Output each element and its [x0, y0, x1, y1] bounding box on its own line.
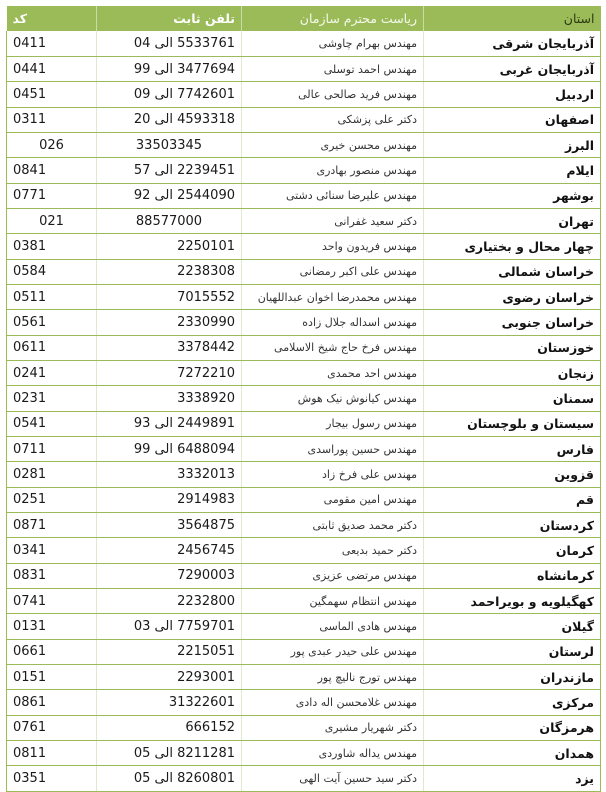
- cell-phone: 2239451 الی 57: [97, 158, 242, 183]
- cell-phone: 2330990: [97, 310, 242, 335]
- cell-head: مهندس فرید صالحی عالی: [242, 82, 424, 107]
- cell-province: قم: [424, 487, 601, 512]
- cell-head: مهندس علیرضا سنائی دشتی: [242, 183, 424, 208]
- cell-phone: 31322601: [97, 690, 242, 715]
- cell-code: 026: [7, 132, 97, 157]
- cell-province: اصفهان: [424, 107, 601, 132]
- table-header: [7, 6, 601, 31]
- cell-phone: 3378442: [97, 335, 242, 360]
- cell-head: دکتر محمد صدیق ثابتی: [242, 513, 424, 538]
- cell-province: ایلام: [424, 158, 601, 183]
- cell-head: مهندس هادی الماسی: [242, 614, 424, 639]
- cell-province: سیستان و بلوچستان: [424, 411, 601, 436]
- table-row: [7, 234, 601, 259]
- table-row: [7, 766, 601, 791]
- cell-province: مازندران: [424, 665, 601, 690]
- cell-head: دکتر سعید غفرانی: [242, 208, 424, 233]
- cell-code: 0281: [7, 462, 97, 487]
- cell-province: خراسان جنوبی: [424, 310, 601, 335]
- cell-code: 0831: [7, 563, 97, 588]
- cell-phone: 2449891 الی 93: [97, 411, 242, 436]
- cell-phone: 7742601 الی 09: [97, 82, 242, 107]
- cell-phone: 2544090 الی 92: [97, 183, 242, 208]
- header-phone: تلفن ثابت: [97, 6, 242, 31]
- cell-phone: 3564875: [97, 513, 242, 538]
- cell-code: 0861: [7, 690, 97, 715]
- cell-head: مهندس امین مقومی: [242, 487, 424, 512]
- table-row: [7, 741, 601, 766]
- cell-province: گیلان: [424, 614, 601, 639]
- cell-province: کهگیلویه و بویراحمد: [424, 589, 601, 614]
- cell-code: 0451: [7, 82, 97, 107]
- cell-code: 0661: [7, 639, 97, 664]
- cell-code: 0441: [7, 56, 97, 81]
- cell-province: کردستان: [424, 513, 601, 538]
- table-row: [7, 639, 601, 664]
- cell-province: اردبیل: [424, 82, 601, 107]
- table-row: [7, 158, 601, 183]
- cell-code: 0741: [7, 589, 97, 614]
- provinces-table: [6, 6, 601, 792]
- cell-head: مهندس علی اکبر رمضانی: [242, 259, 424, 284]
- table-row: [7, 132, 601, 157]
- cell-province: یزد: [424, 766, 601, 791]
- table-row: [7, 31, 601, 56]
- cell-phone: 2232800: [97, 589, 242, 614]
- cell-phone: 7290003: [97, 563, 242, 588]
- cell-province: خراسان رضوی: [424, 284, 601, 309]
- table-row: [7, 411, 601, 436]
- cell-province: فارس: [424, 437, 601, 462]
- header-province: استان: [563, 11, 595, 26]
- table-row: [7, 259, 601, 284]
- cell-head: دکتر سید حسین آیت الهی: [242, 766, 424, 791]
- cell-head: مهندس بهرام چاوشی: [242, 31, 424, 56]
- table-row: [7, 284, 601, 309]
- cell-code: 0771: [7, 183, 97, 208]
- cell-province: همدان: [424, 741, 601, 766]
- cell-code: 0761: [7, 715, 97, 740]
- table-row: [7, 360, 601, 385]
- cell-province: آذربایجان غربی: [424, 56, 601, 81]
- cell-province: خوزستان: [424, 335, 601, 360]
- table-row: [7, 665, 601, 690]
- cell-code: 0584: [7, 259, 97, 284]
- cell-code: 0351: [7, 766, 97, 791]
- table-body: [7, 31, 601, 791]
- table-row: [7, 462, 601, 487]
- table-row: [7, 715, 601, 740]
- cell-phone: 8211281 الی 05: [97, 741, 242, 766]
- cell-head: دکتر علی پزشکی: [242, 107, 424, 132]
- header-row: [7, 6, 601, 31]
- table-row: [7, 563, 601, 588]
- cell-head: مهندس یداله شاوردی: [242, 741, 424, 766]
- cell-head: مهندس انتظام سهمگین: [242, 589, 424, 614]
- cell-code: 0411: [7, 31, 97, 56]
- cell-province: بوشهر: [424, 183, 601, 208]
- table-row: [7, 310, 601, 335]
- cell-code: 0611: [7, 335, 97, 360]
- cell-phone: 7015552: [97, 284, 242, 309]
- cell-phone: 8260801 الی 05: [97, 766, 242, 791]
- header-code: کد: [7, 6, 97, 31]
- cell-phone: 88577000: [97, 208, 242, 233]
- header-head: ریاست محترم سازمان: [242, 6, 424, 31]
- cell-head: مهندس منصور بهادری: [242, 158, 424, 183]
- cell-province: کرمان: [424, 538, 601, 563]
- cell-code: 0841: [7, 158, 97, 183]
- cell-head: مهندس احد محمدی: [242, 360, 424, 385]
- cell-province: قزوین: [424, 462, 601, 487]
- table-row: [7, 56, 601, 81]
- cell-head: دکتر شهریار مشیری: [242, 715, 424, 740]
- cell-phone: 3477694 الی 99: [97, 56, 242, 81]
- cell-phone: 3332013: [97, 462, 242, 487]
- cell-phone: 2914983: [97, 487, 242, 512]
- cell-phone: 5533761 الی 04: [97, 31, 242, 56]
- cell-phone: 2238308: [97, 259, 242, 284]
- cell-head: مهندس مرتضی عزیزی: [242, 563, 424, 588]
- table-row: [7, 437, 601, 462]
- cell-province: تهران: [424, 208, 601, 233]
- cell-code: 0131: [7, 614, 97, 639]
- cell-head: دکتر حمید بدیعی: [242, 538, 424, 563]
- cell-code: 0231: [7, 386, 97, 411]
- cell-province: چهار محال و بختیاری: [424, 234, 601, 259]
- cell-head: مهندس تورج نالیچ پور: [242, 665, 424, 690]
- cell-code: 0251: [7, 487, 97, 512]
- table-row: [7, 513, 601, 538]
- cell-province: خراسان شمالی: [424, 259, 601, 284]
- cell-province: مرکزی: [424, 690, 601, 715]
- cell-head: مهندس فرخ حاج شیخ الاسلامی: [242, 335, 424, 360]
- cell-code: 0871: [7, 513, 97, 538]
- cell-head: مهندس علی حیدر عبدی پور: [242, 639, 424, 664]
- table-row: [7, 183, 601, 208]
- cell-head: مهندس محسن خیری: [242, 132, 424, 157]
- cell-head: مهندس کیانوش نیک هوش: [242, 386, 424, 411]
- table-row: [7, 614, 601, 639]
- table-row: [7, 82, 601, 107]
- table-row: [7, 335, 601, 360]
- cell-code: 021: [7, 208, 97, 233]
- cell-phone: 2456745: [97, 538, 242, 563]
- cell-head: مهندس رسول بیجار: [242, 411, 424, 436]
- cell-code: 0381: [7, 234, 97, 259]
- cell-phone: 2215051: [97, 639, 242, 664]
- cell-head: مهندس احمد توسلی: [242, 56, 424, 81]
- cell-province: آذربایجان شرقی: [424, 31, 601, 56]
- cell-code: 0811: [7, 741, 97, 766]
- cell-code: 0311: [7, 107, 97, 132]
- cell-phone: 4593318 الی 20: [97, 107, 242, 132]
- cell-head: مهندس حسین پوراسدی: [242, 437, 424, 462]
- table-row: [7, 589, 601, 614]
- cell-code: 0511: [7, 284, 97, 309]
- cell-code: 0561: [7, 310, 97, 335]
- cell-head: مهندس محمدرضا اخوان عبداللهیان: [242, 284, 424, 309]
- table-row: [7, 690, 601, 715]
- cell-phone: 7759701 الی 03: [97, 614, 242, 639]
- cell-phone: 666152: [97, 715, 242, 740]
- cell-phone: 7272210: [97, 360, 242, 385]
- cell-province: کرمانشاه: [424, 563, 601, 588]
- table-row: [7, 107, 601, 132]
- cell-province: زنجان: [424, 360, 601, 385]
- cell-phone: 2293001: [97, 665, 242, 690]
- cell-code: 0541: [7, 411, 97, 436]
- cell-code: 0341: [7, 538, 97, 563]
- cell-phone: 6488094 الی 99: [97, 437, 242, 462]
- cell-code: 0241: [7, 360, 97, 385]
- cell-province: سمنان: [424, 386, 601, 411]
- cell-province: هرمزگان: [424, 715, 601, 740]
- cell-head: مهندس علی فرخ زاد: [242, 462, 424, 487]
- table-row: [7, 208, 601, 233]
- cell-head: مهندس غلامحسن اله دادی: [242, 690, 424, 715]
- cell-code: 0151: [7, 665, 97, 690]
- cell-phone: 2250101: [97, 234, 242, 259]
- cell-head: مهندس اسداله جلال زاده: [242, 310, 424, 335]
- cell-province: لرستان: [424, 639, 601, 664]
- cell-code: 0711: [7, 437, 97, 462]
- cell-province: البرز: [424, 132, 601, 157]
- table-row: [7, 538, 601, 563]
- table-row: [7, 487, 601, 512]
- cell-head: مهندس فریدون واحد: [242, 234, 424, 259]
- cell-phone: 3338920: [97, 386, 242, 411]
- table-row: [7, 386, 601, 411]
- cell-phone: 33503345: [97, 132, 242, 157]
